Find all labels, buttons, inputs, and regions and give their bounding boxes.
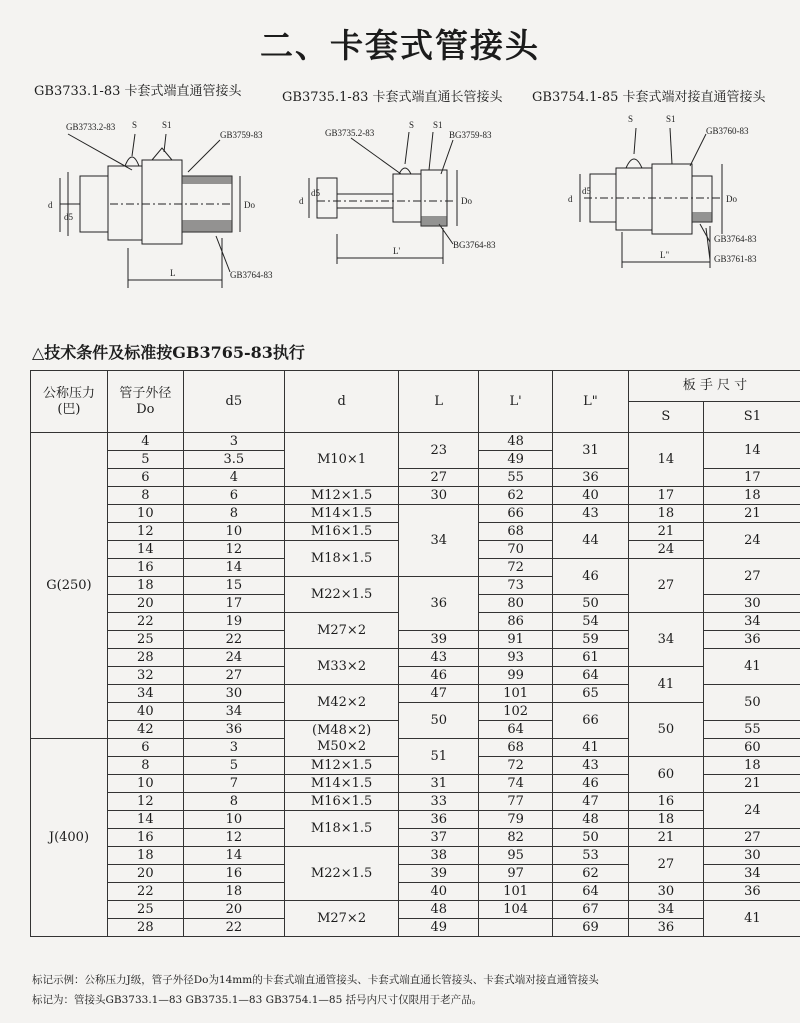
length-L1-cell: 74 — [479, 775, 553, 793]
pressure-group-cell: J(400) — [31, 739, 108, 937]
tube-od-cell: 32 — [107, 667, 183, 685]
label-s: S — [409, 120, 415, 130]
length-L2-cell: 53 — [553, 847, 629, 865]
table-row — [31, 829, 800, 847]
d5-cell: 16 — [183, 865, 284, 883]
wrench-S-cell: 41 — [628, 667, 703, 703]
length-L2-cell: 40 — [553, 487, 629, 505]
tube-od-cell: 28 — [107, 649, 183, 667]
tube-od-cell: 4 — [107, 433, 183, 451]
wrench-S-cell: 60 — [628, 757, 703, 793]
length-L-cell: 34 — [399, 505, 479, 577]
length-L1-cell: 49 — [479, 451, 553, 469]
label-std-b: GB3759-83 — [220, 130, 263, 140]
table-row — [31, 847, 800, 865]
wrench-S1-cell: 21 — [703, 505, 800, 523]
wrench-S-cell: 18 — [628, 811, 703, 829]
d5-cell: 36 — [183, 721, 284, 739]
length-L2-cell: 64 — [553, 667, 629, 685]
length-L1-cell: 82 — [479, 829, 553, 847]
length-L-cell: 27 — [399, 469, 479, 487]
label-s1: S1 — [162, 120, 172, 130]
label-std-a: GB3733.2-83 — [66, 122, 116, 132]
tube-od-cell: 28 — [107, 919, 183, 937]
spec-table — [30, 370, 800, 937]
tube-od-cell: 20 — [107, 865, 183, 883]
length-L-cell: 46 — [399, 667, 479, 685]
wrench-S1-cell: 27 — [703, 559, 800, 595]
d5-cell: 24 — [183, 649, 284, 667]
d5-cell: 3.5 — [183, 451, 284, 469]
wrench-S1-cell: 34 — [703, 613, 800, 631]
marking-note: 标记为：管接头GB3733.1—83 GB3735.1—83 GB3754.1—85 括号内尺寸仅限用于老产品。 — [32, 994, 483, 1006]
wrench-S-cell: 27 — [628, 847, 703, 883]
tube-od-cell: 14 — [107, 811, 183, 829]
label-s: S — [628, 114, 634, 124]
page-title: 二、卡套式管接头 — [260, 26, 540, 65]
wrench-S1-cell: 18 — [703, 757, 800, 775]
length-L1-cell: 66 — [479, 505, 553, 523]
length-L2-cell: 61 — [553, 649, 629, 667]
length-L-cell: 30 — [399, 487, 479, 505]
thread-d-cell: M16×1.5 — [284, 523, 398, 541]
header-pressure: 公称压力 (巴) — [31, 371, 108, 433]
header-L2: L" — [553, 371, 629, 433]
length-L1-cell: 91 — [479, 631, 553, 649]
d5-cell: 30 — [183, 685, 284, 703]
wrench-S-cell: 16 — [628, 793, 703, 811]
wrench-S-cell: 17 — [628, 487, 703, 505]
length-L1-cell: 101 — [479, 883, 553, 901]
thread-d-cell: M33×2 — [284, 649, 398, 685]
tube-od-cell: 10 — [107, 505, 183, 523]
marking-example: 标记示例：公称压力J级，管子外径Do为14mm的卡套式端直通管接头、卡套式端直通长管接头、卡套式端对接直通管接头 — [32, 974, 599, 986]
length-L1-cell: 102 — [479, 703, 553, 721]
table-row — [31, 883, 800, 901]
wrench-S1-cell: 17 — [703, 469, 800, 487]
table-row — [31, 433, 800, 451]
length-L2-cell: 65 — [553, 685, 629, 703]
d5-cell: 6 — [183, 487, 284, 505]
length-L-cell: 23 — [399, 433, 479, 469]
length-L1-cell: 93 — [479, 649, 553, 667]
wrench-S1-cell: 24 — [703, 523, 800, 559]
tube-od-cell: 8 — [107, 757, 183, 775]
wrench-S1-cell: 60 — [703, 739, 800, 757]
length-L1-cell: 70 — [479, 541, 553, 559]
tube-od-cell: 5 — [107, 451, 183, 469]
length-L-cell: 47 — [399, 685, 479, 703]
tube-od-cell: 12 — [107, 523, 183, 541]
header-wrench: 板 手 尺 寸 — [628, 371, 800, 402]
header-S: S — [628, 402, 703, 433]
length-L2-cell: 31 — [553, 433, 629, 469]
wrench-S1-cell: 41 — [703, 649, 800, 685]
length-L2-cell: 54 — [553, 613, 629, 631]
length-L2-cell: 41 — [553, 739, 629, 757]
d5-cell: 22 — [183, 631, 284, 649]
length-L-cell: 36 — [399, 811, 479, 829]
length-L2-cell: 50 — [553, 829, 629, 847]
length-L1-cell: 97 — [479, 865, 553, 883]
label-std-a: GB3735.2-83 — [325, 128, 375, 138]
length-L1-cell: 80 — [479, 595, 553, 613]
d5-cell: 5 — [183, 757, 284, 775]
tube-od-cell: 22 — [107, 613, 183, 631]
wrench-S1-cell: 36 — [703, 883, 800, 901]
d5-cell: 19 — [183, 613, 284, 631]
length-L-cell: 33 — [399, 793, 479, 811]
length-L1-cell: 77 — [479, 793, 553, 811]
length-L-cell: 43 — [399, 649, 479, 667]
header-S1: S1 — [703, 402, 800, 433]
standard-caption-2: GB3735.1-83 卡套式端直通长管接头 — [282, 90, 503, 105]
fitting-drawing-3 — [560, 108, 790, 308]
table-row — [31, 901, 800, 919]
length-L1-cell: 73 — [479, 577, 553, 595]
d5-cell: 8 — [183, 505, 284, 523]
wrench-S1-cell: 50 — [703, 685, 800, 721]
table-row — [31, 793, 800, 811]
d5-cell: 20 — [183, 901, 284, 919]
tube-od-cell: 42 — [107, 721, 183, 739]
label-d5: d5 — [311, 188, 320, 198]
label-d5: d5 — [582, 186, 591, 196]
wrench-S1-cell: 41 — [703, 901, 800, 937]
length-L2-cell: 66 — [553, 703, 629, 739]
thread-d-cell: M22×1.5 — [284, 577, 398, 613]
d5-cell: 3 — [183, 739, 284, 757]
header-od: 管子外径 Do — [107, 371, 183, 433]
thread-d-cell: M18×1.5 — [284, 541, 398, 577]
tube-od-cell: 22 — [107, 883, 183, 901]
d5-cell: 34 — [183, 703, 284, 721]
wrench-S-cell: 34 — [628, 613, 703, 667]
wrench-S1-cell: 18 — [703, 487, 800, 505]
d5-cell: 3 — [183, 433, 284, 451]
d5-cell: 22 — [183, 919, 284, 937]
tube-od-cell: 12 — [107, 793, 183, 811]
tube-od-cell: 25 — [107, 631, 183, 649]
wrench-S1-cell: 34 — [703, 865, 800, 883]
length-L1-cell: 86 — [479, 613, 553, 631]
tube-od-cell: 10 — [107, 775, 183, 793]
label-do: Do — [461, 196, 472, 206]
length-L2-cell: 47 — [553, 793, 629, 811]
tube-od-cell: 18 — [107, 847, 183, 865]
d5-cell: 17 — [183, 595, 284, 613]
length-L-cell: 38 — [399, 847, 479, 865]
tube-od-cell: 34 — [107, 685, 183, 703]
pressure-group-cell: G(250) — [31, 433, 108, 739]
thread-d-cell: M14×1.5 — [284, 775, 398, 793]
tube-od-cell: 18 — [107, 577, 183, 595]
label-d: d — [48, 200, 53, 210]
label-std-b: GB3760-83 — [706, 126, 749, 136]
length-L1-cell: 68 — [479, 739, 553, 757]
length-L1-cell: 95 — [479, 847, 553, 865]
label-do: Do — [244, 200, 255, 210]
label-s: S — [132, 120, 138, 130]
label-d5: d5 — [64, 212, 73, 222]
d5-cell: 10 — [183, 811, 284, 829]
length-L2-cell: 59 — [553, 631, 629, 649]
wrench-S1-cell: 21 — [703, 775, 800, 793]
wrench-S-cell: 50 — [628, 703, 703, 757]
length-L-cell: 36 — [399, 577, 479, 631]
label-d: d — [299, 196, 304, 206]
length-L-cell: 37 — [399, 829, 479, 847]
standard-caption-3: GB3754.1-85 卡套式端对接直通管接头 — [532, 90, 766, 105]
length-L1-cell: 62 — [479, 487, 553, 505]
tube-od-cell: 20 — [107, 595, 183, 613]
d5-cell: 12 — [183, 829, 284, 847]
length-L-cell: 39 — [399, 865, 479, 883]
length-L2-cell: 36 — [553, 469, 629, 487]
wrench-S-cell: 30 — [628, 883, 703, 901]
label-std-b: BG3759-83 — [449, 130, 492, 140]
wrench-S-cell: 21 — [628, 523, 703, 541]
length-L2-cell: 43 — [553, 505, 629, 523]
length-L1-cell: 48 — [479, 433, 553, 451]
length-L1-cell: 79 — [479, 811, 553, 829]
label-length: L' — [393, 246, 401, 256]
tube-od-cell: 25 — [107, 901, 183, 919]
table-row — [31, 703, 800, 721]
label-s1: S1 — [433, 120, 443, 130]
wrench-S-cell: 21 — [628, 829, 703, 847]
d5-cell: 10 — [183, 523, 284, 541]
label-std-c: BG3764-83 — [453, 240, 496, 250]
length-L1-cell: 68 — [479, 523, 553, 541]
wrench-S1-cell: 30 — [703, 595, 800, 613]
length-L-cell: 40 — [399, 883, 479, 901]
wrench-S1-cell: 30 — [703, 847, 800, 865]
label-length: L — [170, 268, 176, 278]
thread-d-cell: M14×1.5 — [284, 505, 398, 523]
length-L2-cell: 46 — [553, 775, 629, 793]
length-L2-cell: 50 — [553, 595, 629, 613]
fitting-drawing-1 — [40, 108, 280, 298]
table-row — [31, 487, 800, 505]
thread-d-cell: M18×1.5 — [284, 811, 398, 847]
tube-od-cell: 16 — [107, 829, 183, 847]
d5-cell: 27 — [183, 667, 284, 685]
tube-od-cell: 16 — [107, 559, 183, 577]
tube-od-cell: 6 — [107, 739, 183, 757]
thread-d-cell: M27×2 — [284, 901, 398, 937]
wrench-S1-cell: 14 — [703, 433, 800, 469]
length-L2-cell: 64 — [553, 883, 629, 901]
standard-caption-1: GB3733.1-83 卡套式端直通管接头 — [34, 84, 242, 99]
length-L1-cell: 64 — [479, 721, 553, 739]
length-L1-cell: 55 — [479, 469, 553, 487]
table-row — [31, 505, 800, 523]
thread-d-cell: M27×2 — [284, 613, 398, 649]
thread-d-cell: M42×2 — [284, 685, 398, 721]
thread-d-cell: (M48×2) M50×2 — [284, 721, 398, 757]
wrench-S1-cell: 55 — [703, 721, 800, 739]
label-std-c: GB3764-83 — [230, 270, 273, 280]
length-L-cell: 31 — [399, 775, 479, 793]
table-row — [31, 811, 800, 829]
label-do: Do — [726, 194, 737, 204]
length-L-cell: 48 — [399, 901, 479, 919]
wrench-S1-cell: 24 — [703, 793, 800, 829]
wrench-S-cell: 34 — [628, 901, 703, 919]
wrench-S1-cell: 36 — [703, 631, 800, 649]
header-d5: d5 — [183, 371, 284, 433]
length-L-cell: 50 — [399, 703, 479, 739]
length-L-cell: 39 — [399, 631, 479, 649]
length-L-cell: 51 — [399, 739, 479, 775]
tube-od-cell: 14 — [107, 541, 183, 559]
length-L2-cell: 48 — [553, 811, 629, 829]
wrench-S-cell: 14 — [628, 433, 703, 487]
label-s1: S1 — [666, 114, 676, 124]
length-L-cell: 49 — [399, 919, 479, 937]
length-L1-cell — [479, 919, 553, 937]
thread-d-cell: M12×1.5 — [284, 757, 398, 775]
tube-od-cell: 40 — [107, 703, 183, 721]
thread-d-cell: M16×1.5 — [284, 793, 398, 811]
tube-od-cell: 6 — [107, 469, 183, 487]
thread-d-cell: M22×1.5 — [284, 847, 398, 901]
label-std-c: GB3764-83 — [714, 234, 757, 244]
table-row — [31, 919, 800, 937]
d5-cell: 15 — [183, 577, 284, 595]
header-L1: L' — [479, 371, 553, 433]
thread-d-cell: M10×1 — [284, 433, 398, 487]
d5-cell: 18 — [183, 883, 284, 901]
d5-cell: 14 — [183, 847, 284, 865]
wrench-S1-cell: 27 — [703, 829, 800, 847]
length-L2-cell: 44 — [553, 523, 629, 559]
length-L1-cell: 101 — [479, 685, 553, 703]
table-row — [31, 667, 800, 685]
wrench-S-cell: 24 — [628, 541, 703, 559]
d5-cell: 14 — [183, 559, 284, 577]
d5-cell: 4 — [183, 469, 284, 487]
label-length: L" — [660, 250, 670, 260]
length-L2-cell: 43 — [553, 757, 629, 775]
header-L: L — [399, 371, 479, 433]
length-L2-cell: 69 — [553, 919, 629, 937]
wrench-S-cell: 27 — [628, 559, 703, 613]
tube-od-cell: 8 — [107, 487, 183, 505]
header-d: d — [284, 371, 398, 433]
length-L2-cell: 62 — [553, 865, 629, 883]
d5-cell: 7 — [183, 775, 284, 793]
fitting-drawing-2 — [295, 108, 515, 273]
wrench-S-cell: 18 — [628, 505, 703, 523]
wrench-S-cell: 36 — [628, 919, 703, 937]
thread-d-cell: M12×1.5 — [284, 487, 398, 505]
d5-cell: 12 — [183, 541, 284, 559]
length-L1-cell: 72 — [479, 757, 553, 775]
label-d: d — [568, 194, 573, 204]
length-L1-cell: 72 — [479, 559, 553, 577]
length-L1-cell: 104 — [479, 901, 553, 919]
length-L2-cell: 46 — [553, 559, 629, 595]
length-L2-cell: 67 — [553, 901, 629, 919]
label-std-d: GB3761-83 — [714, 254, 757, 264]
section-heading: △技术条件及标准按GB3765-83执行 — [32, 343, 305, 362]
d5-cell: 8 — [183, 793, 284, 811]
length-L1-cell: 99 — [479, 667, 553, 685]
